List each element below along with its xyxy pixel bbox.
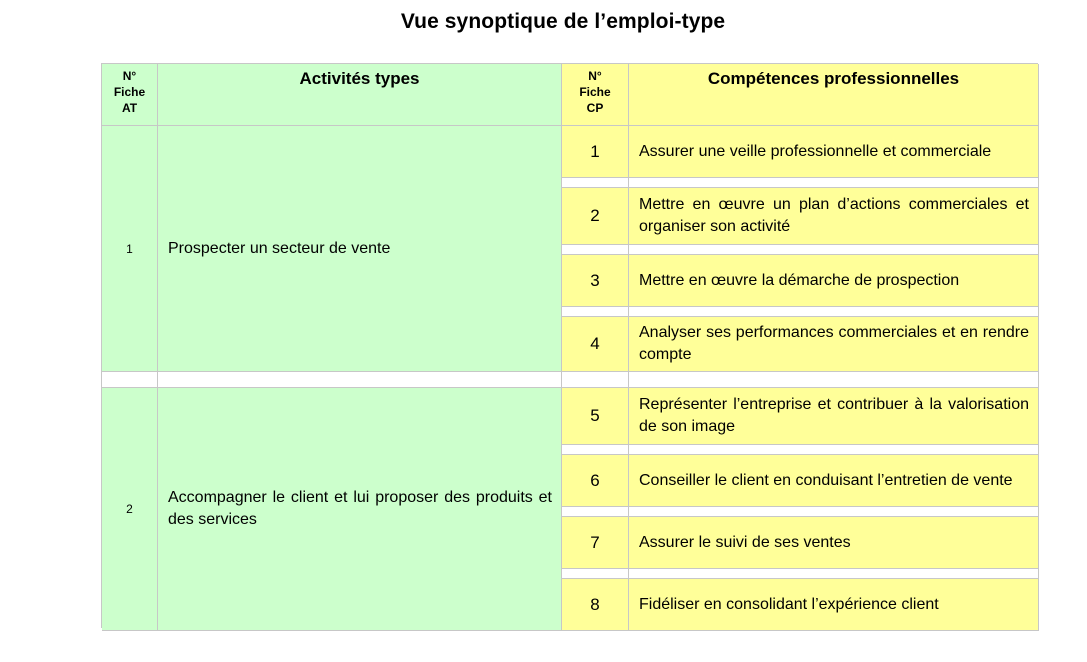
competence-8-text: Fidéliser en consolidant l’expérience client <box>639 595 939 613</box>
spacer-cell <box>562 245 629 255</box>
spacer-cell <box>629 507 1039 517</box>
competence-2-label <box>629 188 1039 245</box>
competence-3-text: Mettre en œuvre la démarche de prospection <box>639 271 960 289</box>
competence-3-number: 3 <box>562 255 629 307</box>
competence-1-text: Assurer une veille professionnelle et commerciale <box>639 142 992 160</box>
header-cp-number <box>562 64 629 126</box>
spacer-cell <box>629 569 1039 579</box>
spacer-cell <box>562 178 629 188</box>
competence-5-number: 5 <box>562 388 629 445</box>
competence-6-number: 6 <box>562 455 629 507</box>
spacer-cell <box>629 245 1039 255</box>
competence-7-label <box>629 517 1039 569</box>
spacer-cell <box>562 569 629 579</box>
competence-5-label <box>629 388 1039 445</box>
header-competences: Compétences professionnelles <box>629 64 1039 126</box>
synoptic-table <box>101 63 1038 628</box>
separator-cell <box>158 372 562 388</box>
competence-2-text: Mettre en œuvre un plan d’actions commerciales et organiser son activité <box>639 196 1029 235</box>
competence-1-number: 1 <box>562 126 629 178</box>
header-cp-number-line2: Fiche <box>579 85 611 99</box>
competence-6-text: Conseiller le client en conduisant l’entretien de vente <box>639 471 1013 489</box>
competence-8-number: 8 <box>562 579 629 631</box>
separator-cell <box>102 372 158 388</box>
competence-8-label <box>629 579 1039 631</box>
competence-5-text: Représenter l’entreprise et contribuer à la valorisation de son image <box>639 396 1029 435</box>
activity-1-number: 1 <box>102 126 158 372</box>
competence-6-label <box>629 455 1039 507</box>
competence-4-label <box>629 317 1039 372</box>
header-cp-number-line1: N° <box>588 69 602 83</box>
spacer-cell <box>562 445 629 455</box>
header-at-number <box>102 64 158 126</box>
header-cp-number-line3: CP <box>586 101 604 115</box>
competence-7-number: 7 <box>562 517 629 569</box>
competence-3-label <box>629 255 1039 307</box>
spacer-cell <box>562 507 629 517</box>
activity-2-label-text: Accompagner le client et lui proposer des produits et des services <box>168 489 552 528</box>
header-at-number-line2: Fiche <box>113 85 146 99</box>
activity-1-label <box>158 126 562 372</box>
competence-4-text: Analyser ses performances commerciales et en rendre compte <box>639 324 1029 363</box>
competence-7-text: Assurer le suivi de ses ventes <box>639 533 851 551</box>
separator-cell <box>629 372 1039 388</box>
competence-1-label <box>629 126 1039 178</box>
activity-2-number: 2 <box>102 388 158 631</box>
competence-4-number: 4 <box>562 317 629 372</box>
competence-2-number: 2 <box>562 188 629 245</box>
activity-2-label <box>158 388 562 631</box>
page-title: Vue synoptique de l’emploi-type <box>400 10 726 33</box>
activity-1-label-text: Prospecter un secteur de vente <box>168 239 391 257</box>
header-at-number-line1: N° <box>122 69 137 83</box>
header-activities: Activités types <box>158 64 562 126</box>
spacer-cell <box>562 307 629 317</box>
spacer-cell <box>629 178 1039 188</box>
spacer-cell <box>629 445 1039 455</box>
separator-cell <box>562 372 629 388</box>
header-at-number-line3: AT <box>121 101 138 115</box>
spacer-cell <box>629 307 1039 317</box>
